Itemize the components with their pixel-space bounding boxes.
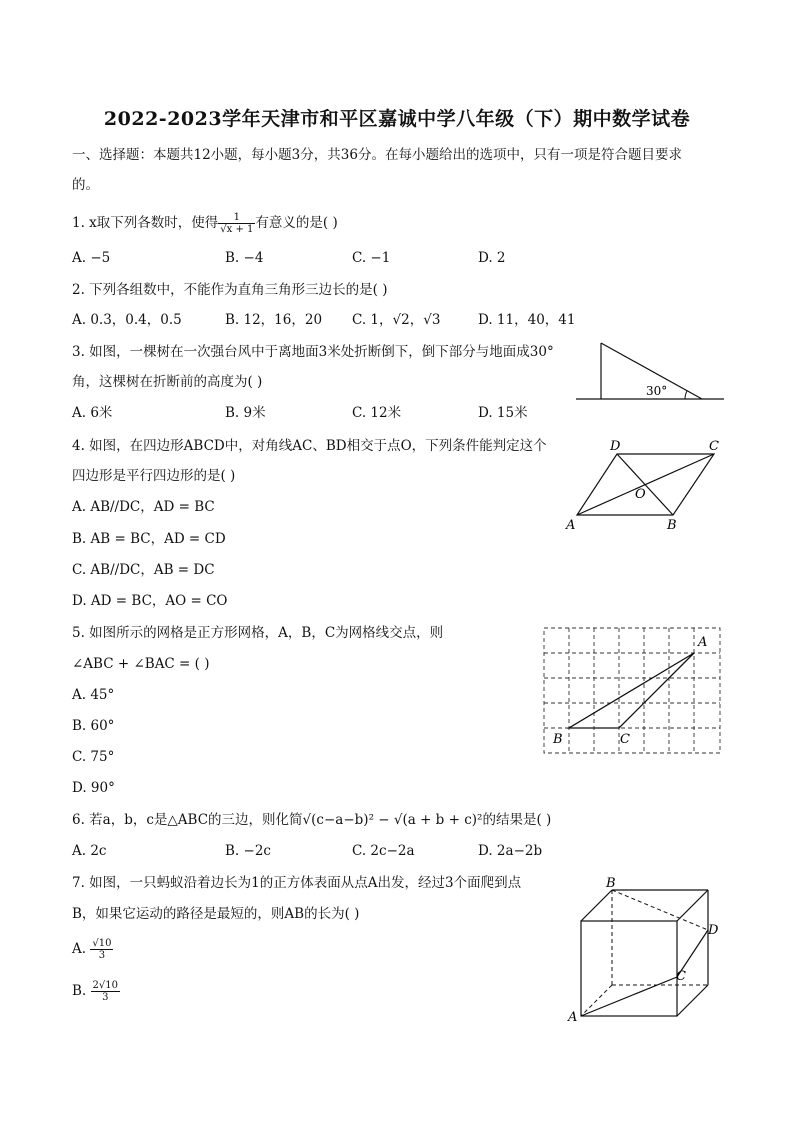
q7-option-a-label: A. [72, 941, 87, 957]
q2-option-c: C. 1，√2，√3 [352, 312, 441, 328]
q4-stem-line1: 4. 如图，在四边形ABCD中，对角线AC、BD相交于点O，下列条件能判定这个 [72, 438, 547, 454]
label-c: C [676, 969, 686, 984]
q7-stem-line1: 7. 如图，一只蚂蚁沿着边长为1的正方体表面从点A出发，经过3个面爬到点 [72, 875, 522, 891]
q4-option-c: C. AB//DC，AB = DC [72, 562, 215, 578]
cube-edge [677, 985, 708, 1016]
q5-stem-line1: 5. 如图所示的网格是正方形网格，A，B，C为网格线交点，则 [72, 625, 444, 641]
label-d: D [708, 923, 719, 938]
q3-stem-line2: 角，这棵树在折断前的高度为( ) [72, 374, 263, 390]
q4-option-b: B. AB = BC，AD = CD [72, 531, 226, 547]
q6-stem: 6. 若a，b，c是△ABC的三边，则化简√(c−a−b)² − √(a + b + c)²的结果是( ) [72, 812, 552, 828]
q7-cube-figure [562, 872, 728, 1024]
q1-option-b: B. −4 [225, 250, 264, 266]
q5-grid-figure [538, 622, 728, 754]
label-o: O [635, 487, 646, 502]
ant-path-ac [581, 977, 677, 1016]
q3-option-a: A. 6米 [72, 405, 113, 421]
diagonal-bd [617, 454, 673, 515]
q3-option-c: C. 12米 [352, 405, 402, 421]
q4-option-a: A. AB//DC，AD = BC [72, 499, 215, 515]
label-d: D [610, 439, 621, 454]
label-a: A [698, 635, 708, 650]
exam-title: 2022-2023学年天津市和平区嘉诚中学八年级（下）期中数学试卷 [103, 108, 691, 130]
triangle-abc [569, 653, 694, 728]
label-b: B [606, 876, 616, 891]
cube-edge [677, 890, 708, 921]
q4-stem-line2: 四边形是平行四边形的是( ) [72, 468, 236, 484]
q3-option-b: B. 9米 [225, 405, 266, 421]
q1-frac-den: √x + 1 [220, 224, 254, 235]
q7-option-b-num: 2√10 [92, 980, 118, 991]
section-instructions-line1: 一、选择题：本题共12小题，每小题3分，共36分。在每小题给出的选项中，只有一项是符合题目要求 [72, 147, 682, 163]
q6-option-b: B. −2c [225, 843, 271, 859]
q2-stem: 2. 下列各组数中，不能作为直角三角形三边长的是( ) [72, 282, 388, 298]
label-c: C [709, 439, 719, 454]
q7-option-a [72, 938, 113, 961]
q7-option-b-den: 3 [102, 992, 109, 1003]
q3-option-d: D. 15米 [478, 405, 528, 421]
label-a: A [568, 1010, 578, 1024]
angle-label: 30° [646, 384, 668, 398]
label-b: B [667, 518, 677, 533]
q1-stem [72, 212, 338, 235]
q1-option-a: A. −5 [72, 250, 111, 266]
q7-option-b-label: B. [72, 983, 87, 999]
q5-stem-line2: ∠ABC + ∠BAC = ( ) [72, 656, 210, 672]
q1-frac-num: 1 [218, 212, 255, 224]
q5-option-a: A. 45° [72, 687, 115, 703]
q5-option-b: B. 60° [72, 718, 115, 734]
q2-option-a: A. 0.3，0.4，0.5 [72, 312, 182, 328]
q3-tree-figure [570, 336, 730, 406]
q1-option-d: D. 2 [478, 250, 506, 266]
q6-option-a: A. 2c [72, 843, 107, 859]
q5-option-c: C. 75° [72, 749, 115, 765]
q1-fraction [218, 212, 255, 235]
section-instructions-line2: 的。 [72, 177, 99, 193]
q4-parallelogram-figure [560, 436, 730, 536]
q3-stem-line1: 3. 如图，一棵树在一次强台风中于离地面3米处折断倒下，倒下部分与地面成30° [72, 344, 554, 360]
q7-option-b [72, 980, 120, 1003]
q4-option-d: D. AD = BC，AO = CO [72, 593, 228, 609]
q2-option-b: B. 12，16，20 [225, 312, 323, 328]
q5-option-d: D. 90° [72, 780, 115, 796]
q1-stem-post: 有意义的是( ) [255, 215, 338, 231]
q7-option-a-num: √10 [92, 938, 112, 949]
q2-option-d: D. 11，40，41 [478, 312, 576, 328]
q7-stem-line2: B，如果它运动的路径是最短的，则AB的长为( ) [72, 906, 360, 922]
q1-option-c: C. −1 [352, 250, 391, 266]
label-a: A [566, 518, 576, 533]
cube-edge [581, 890, 612, 921]
q7-option-a-fraction [90, 938, 113, 961]
label-c: C [620, 732, 630, 747]
q6-option-d: D. 2a−2b [478, 843, 543, 859]
q7-option-b-fraction [91, 980, 120, 1003]
q6-option-c: C. 2c−2a [352, 843, 415, 859]
label-b: B [553, 732, 563, 747]
q1-stem-pre: 1. x取下列各数时，使得 [72, 215, 219, 231]
q7-option-a-den: 3 [98, 950, 106, 961]
angle-arc [685, 391, 687, 399]
